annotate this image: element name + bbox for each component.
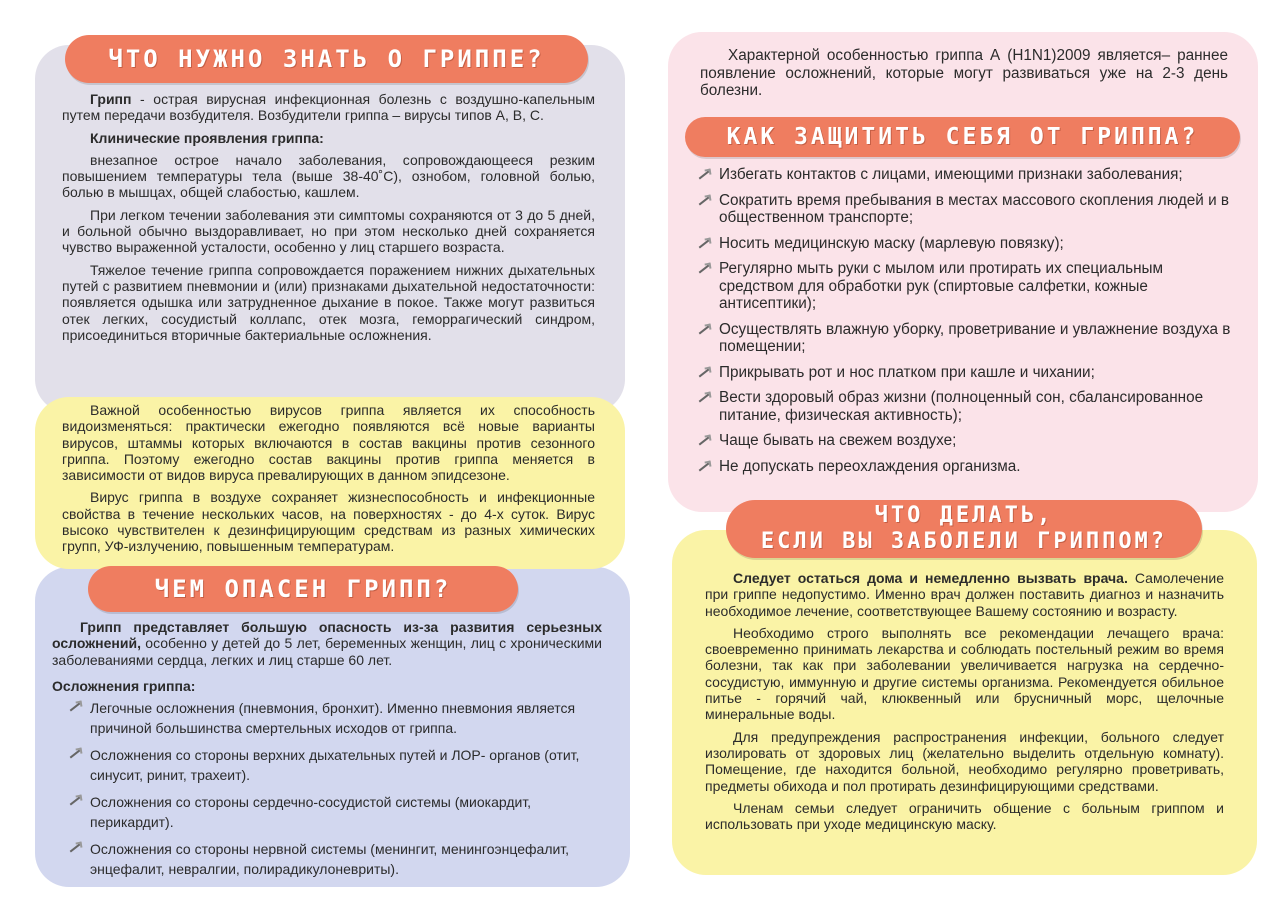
h1n1-paragraph: Характерной особенностью гриппа А (H1N1)2009 является– раннее появление осложнений, которые могут развиваться уже на 2-3 день болезни. <box>700 47 1228 99</box>
list-item-text: Сократить время пребывания в местах массового скопления людей и в общественном транспорте; <box>719 191 1229 226</box>
complications-list <box>68 698 603 886</box>
variability-text <box>62 402 595 555</box>
list-item-text: Не допускать переохлаждения организма. <box>719 457 1021 475</box>
protection-list <box>697 166 1242 483</box>
if-sick-title-line2: ЕСЛИ ВЫ ЗАБОЛЕЛИ ГРИППОМ? <box>760 529 1168 554</box>
list-item-text: Осложнения со стороны верхних дыхательных путей и ЛОР- органов (отит, синусит, ринит, трахеит). <box>90 747 580 783</box>
danger-title: ЧЕМ ОПАСЕН ГРИПП? <box>88 566 518 612</box>
list-item-text: Осложнения со стороны нервной системы (менингит, менингоэнцефалит, энцефалит, невралгии, полирадикулоневриты). <box>90 841 570 877</box>
flu-term: Грипп <box>90 91 132 107</box>
feather-pen-icon <box>697 238 711 248</box>
variability-paragraph-1: Важной особенностью вирусов гриппа является их способность видоизменяться: практически ежегодно появляются всё новые варианты вирусов, штаммы которых включаются в состав вакцины против сезонного гриппа. Поэтому ежегодно состав вакцины против гриппа меняется в зависимости от видов вируса превалирующих в данном эпидсезоне. <box>62 402 595 484</box>
list-item-text: Прикрывать рот и нос платком при кашле и чихании; <box>719 363 1095 381</box>
list-item <box>697 389 1242 424</box>
feather-pen-icon <box>697 263 711 273</box>
list-item-text: Осуществлять влажную уборку, проветривание и увлажнение воздуха в помещении; <box>719 320 1231 355</box>
feather-pen-icon <box>697 169 711 179</box>
danger-intro <box>52 619 602 668</box>
list-item <box>697 192 1242 227</box>
if-sick-title-line1: ЧТО ДЕЛАТЬ, <box>874 503 1054 528</box>
flu-definition-rest: - острая вирусная инфекционная болезнь с воздушно-капельным путем передачи возбудителя. Возбудители гриппа – вирусы типов А, В, С. <box>62 91 595 124</box>
list-item <box>697 432 1242 450</box>
clinical-paragraph-3: Тяжелое течение гриппа сопровождается поражением нижних дыхательных путей с развитием пневмонии и (или) признаками дыхательной недостаточности: появляется одышка или затрудненное дыхание в покое. Также могут развиться отек легких, сосудистый коллапс, отек мозга, геморрагический синдром, присоединиться вторичные бактериальные осложнения. <box>62 261 595 343</box>
list-item <box>68 698 603 738</box>
list-item-text: Избегать контактов с лицами, имеющими признаки заболевания; <box>719 166 1183 183</box>
variability-paragraph-2: Вирус гриппа в воздухе сохраняет жизнеспособность и инфекционные свойства в течение нескольких часов, на поверхностях - до 4-х суток. Вирус высоко чувствителен к дезинфицирующим средствам из разных химических групп, УФ-излучению, повышенным температурам. <box>62 489 595 555</box>
if-sick-text <box>705 570 1224 832</box>
feather-pen-icon <box>697 367 711 377</box>
list-item <box>697 235 1242 253</box>
feather-pen-icon <box>68 748 82 758</box>
list-item <box>697 166 1242 184</box>
clinical-heading: Клинические проявления гриппа: <box>90 129 324 146</box>
danger-text <box>52 619 602 694</box>
if-sick-paragraph-2: Необходимо строго выполнять все рекомендации лечащего врача: своевременно принимать лекарства и соблюдать постельный режим во время болезни, так как при заболевании увеличивается нагрузка на сердечно-сосудистую, иммунную и другие системы организма. Рекомендуется обильное питье - горячий чай, клюквенный или брусничный морс, щелочные минеральные воды. <box>705 624 1224 723</box>
feather-pen-icon <box>697 195 711 205</box>
list-item <box>697 260 1242 313</box>
if-sick-paragraph-1-rest: Самолечение при гриппе недопустимо. Именно врач должен поставить диагноз и назначить необходимое лечение, соответствующее Вашему состоянию и возрасту. <box>705 570 1224 619</box>
if-sick-paragraph-1 <box>705 570 1224 619</box>
list-item-text: Осложнения со стороны сердечно-сосудистой системы (миокардит, перикардит). <box>90 794 532 830</box>
feather-pen-icon <box>697 461 711 471</box>
if-sick-title <box>726 500 1202 558</box>
feather-pen-icon <box>68 701 82 711</box>
list-item <box>68 839 603 879</box>
list-item <box>697 364 1242 382</box>
feather-pen-icon <box>68 842 82 852</box>
clinical-paragraph-2: При легком течении заболевания эти симптомы сохраняются от 3 до 5 дней, и больной обычно выздоравливает, но при этом несколько дней сохраняется чувство выраженной усталости, особенно у лиц старшего возраста. <box>62 206 595 256</box>
list-item-text: Вести здоровый образ жизни (полноценный сон, сбалансированное питание, физическая активность); <box>719 389 1204 424</box>
list-item-text: Носить медицинскую маску (марлевую повязку); <box>719 234 1064 252</box>
call-doctor-bold: Следует остаться дома и немедленно вызвать врача. <box>733 570 1128 586</box>
what-to-know-title: ЧТО НУЖНО ЗНАТЬ О ГРИППЕ? <box>65 35 588 83</box>
list-item <box>697 458 1242 476</box>
list-item-text: Чаще бывать на свежем воздухе; <box>719 432 957 449</box>
feather-pen-icon <box>697 324 711 334</box>
if-sick-paragraph-4: Членам семьи следует ограничить общение с больным гриппом и использовать при уходе медицинскую маску. <box>705 799 1224 833</box>
list-item-text: Регулярно мыть руки с мылом или протирать их специальным средством для обработки рук (спиртовые салфетки, кожные антисептики); <box>719 260 1164 312</box>
list-item <box>68 745 603 785</box>
feather-pen-icon <box>697 435 711 445</box>
complications-heading: Осложнения гриппа: <box>52 677 196 694</box>
list-item <box>68 792 603 832</box>
feather-pen-icon <box>68 795 82 805</box>
flu-definition <box>62 91 595 124</box>
danger-intro-bold: Грипп представляет большую опасность из-за развития серьезных осложнений, <box>52 619 602 652</box>
list-item-text: Легочные осложнения (пневмония, бронхит). Именно пневмония является причиной большинства смертельных исходов от гриппа. <box>90 700 576 736</box>
h1n1-text <box>700 47 1228 100</box>
protection-title: КАК ЗАЩИТИТЬ СЕБЯ ОТ ГРИППА? <box>685 117 1240 157</box>
clinical-paragraph-1: внезапное острое начало заболевания, сопровождающееся резким повышением температуры тела (выше 38-40˚С), ознобом, головной болью, болью в мышцах, общей слабостью, кашлем. <box>62 151 595 201</box>
if-sick-paragraph-3: Для предупреждения распространения инфекции, больного следует изолировать от здоровых лиц (желательно выделить отдельную комнату). Помещение, где находится больной, необходимо регулярно проветривать, предметы обихода и пол протирать дезинфицирующими средствами. <box>705 728 1224 794</box>
list-item <box>697 321 1242 356</box>
what-to-know-text <box>62 91 595 343</box>
feather-pen-icon <box>697 392 711 402</box>
danger-intro-rest: особенно у детей до 5 лет, беременных женщин, лиц с хроническими заболеваниями сердца, легких и лиц старше 60 лет. <box>52 635 602 668</box>
